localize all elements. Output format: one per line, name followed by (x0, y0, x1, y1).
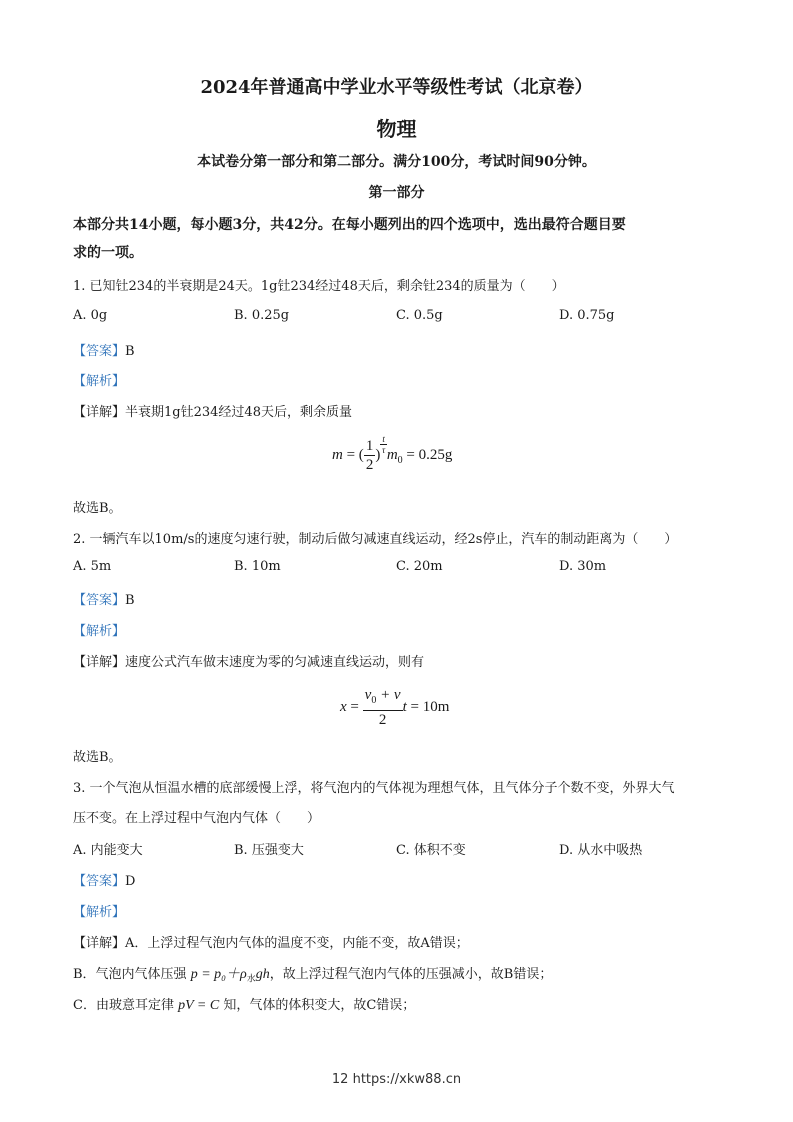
q1-option-a: A. 0g (73, 308, 108, 323)
q2-option-a: A. 5m (73, 559, 112, 574)
footer-page-url: 12 https://xkw88.cn (331, 1072, 462, 1087)
q2-option-b: B. 10m (234, 559, 281, 574)
q3-option-c: C. 体积不变 (396, 843, 466, 858)
q1-option-c: C. 0.5g (396, 308, 443, 323)
q3-detail-b: B．气泡内气体压强 $p = p_0+\rho_水gh$，故上浮过程气泡内气体的压强减小，故B错误； (73, 967, 553, 985)
part-description-line2: 求的一项。 (73, 245, 143, 261)
q1-stem: 1. 已知钍234的半衰期是24天。1g钍234经过48天后，剩余钍234的质量为（ ） (73, 279, 565, 294)
q1-answer: 【答案】B (73, 344, 135, 359)
q1-analysis-tag: 【解析】 (73, 374, 126, 389)
q2-stem: 2. 一辆汽车以10m/s的速度匀速行驶，制动后做匀减速直线运动，经2s停止，汽车的制动距离为（ ） (73, 532, 678, 547)
exam-title: 2024年普通高中学业水平等级性考试（北京卷） (200, 77, 593, 98)
q2-answer: 【答案】B (73, 593, 135, 608)
q1-option-d: D. 0.75g (559, 308, 615, 323)
q3-answer: 【答案】D (73, 874, 136, 889)
q1-conclusion: 故选B。 (73, 501, 122, 516)
q3-detail-c: C．由玻意耳定律 pV = C 知，气体的体积变大，故C错误； (73, 998, 416, 1013)
q3-stem-line1: 3. 一个气泡从恒温水槽的底部缓慢上浮，将气泡内的气体视为理想气体，且气体分子个数不变，外界大气 (73, 781, 675, 796)
q1-formula: m = ( $\frac{1}{2}$ ) $^{\frac{t}{\tau}}$ $m_0 = 0.25g$ (332, 434, 453, 473)
q2-option-c: C. 20m (396, 559, 443, 574)
q2-conclusion: 故选B。 (73, 750, 122, 765)
q3-detail-a: 【详解】A．上浮过程气泡内气体的温度不变，内能不变，故A错误； (73, 936, 469, 951)
part-description-line1: 本部分共14小题，每小题3分，共42分。在每小题列出的四个选项中，选出最符合题目要 (73, 217, 626, 233)
q1-option-b: B. 0.25g (234, 308, 290, 323)
part-heading: 第一部分 (368, 185, 425, 201)
q2-analysis-tag: 【解析】 (73, 624, 126, 639)
q1-detail: 【详解】半衰期1g钍234经过48天后，剩余质量 (73, 405, 352, 420)
q3-option-d: D. 从水中吸热 (559, 843, 643, 858)
q2-detail: 【详解】速度公式汽车做末速度为零的匀减速直线运动，则有 (73, 655, 425, 670)
subject-title: 物理 (376, 117, 417, 141)
q3-option-b: B. 压强变大 (234, 843, 304, 858)
q2-option-d: D. 30m (559, 559, 607, 574)
q3-option-a: A. 内能变大 (73, 843, 143, 858)
q2-formula: x = $\frac{v_0 + v}{2}$ t = 10m (340, 687, 450, 728)
exam-intro: 本试卷分第一部分和第二部分。满分100分，考试时间90分钟。 (197, 154, 596, 170)
q3-analysis-tag: 【解析】 (73, 905, 126, 920)
q3-stem-line2: 压不变。在上浮过程中气泡内气体（ ） (73, 811, 321, 826)
